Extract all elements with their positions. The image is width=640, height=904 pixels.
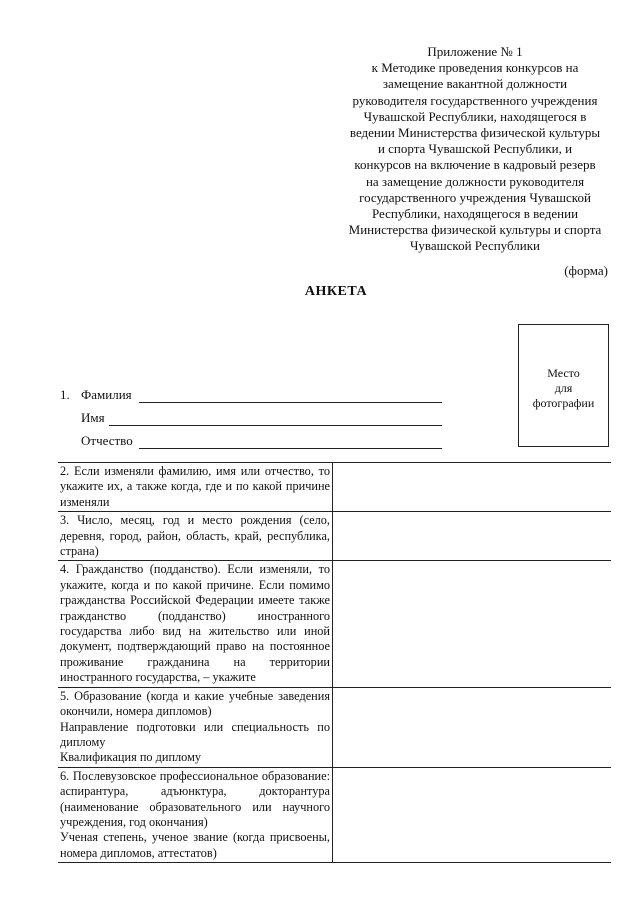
appendix-line: конкурсов на включение в кадровый резерв bbox=[354, 157, 596, 173]
appendix-line: к Методике проведения конкурсов на bbox=[371, 60, 579, 76]
photo-placeholder bbox=[518, 324, 609, 447]
appendix-line: Приложение № 1 bbox=[427, 44, 523, 59]
form-label: (форма) bbox=[564, 263, 608, 278]
patronymic-label: Отчество bbox=[81, 433, 133, 448]
question-text: 2. Если изменяли фамилию, имя или отчество, то укажите их, а также когда, где и по какой причине изменяли bbox=[60, 464, 330, 509]
patronymic-field[interactable] bbox=[139, 447, 442, 449]
question-text: 4. Гражданство (подданство). Если изменяли, то укажите, когда и по какой причине. Если помимо гражданства Российской Федерации имеете также гражданство (подданство) иностранного государства либо вид на жительство или иной документ, подтверждающий право на постоянное проживание гражданина на территории иностранного государства, – укажите bbox=[60, 562, 330, 685]
photo-label-line: для bbox=[554, 381, 573, 395]
appendix-line: государственного учреждения Чувашской bbox=[359, 189, 591, 205]
question-cell bbox=[58, 463, 333, 511]
question-text: 6. Послевузовское профессиональное образование: аспирантура, адъюнктура, докторантура (наименование образовательного или научного учреждения, год окончания) bbox=[60, 768, 330, 829]
page-title: АНКЕТА bbox=[304, 284, 368, 299]
appendix-line: и спорта Чувашской Республики, и bbox=[377, 141, 573, 157]
table-row bbox=[58, 688, 611, 768]
appendix-line: Республики, находящегося в ведении bbox=[371, 206, 579, 222]
question-cell bbox=[58, 768, 333, 862]
questionnaire-table bbox=[58, 462, 611, 863]
item-number: 1. bbox=[60, 387, 70, 402]
appendix-line: руководителя государственного учреждения bbox=[352, 92, 598, 108]
name-label: Имя bbox=[81, 410, 105, 425]
question-cell bbox=[58, 688, 333, 767]
table-row bbox=[58, 768, 611, 863]
surname-field[interactable] bbox=[139, 401, 442, 403]
appendix-header bbox=[330, 44, 620, 255]
appendix-line: Министерства физической культуры и спорта bbox=[348, 222, 602, 238]
table-row bbox=[58, 512, 611, 561]
appendix-line: ведении Министерства физической культуры bbox=[349, 125, 601, 141]
question-text: 3. Число, месяц, год и место рождения (село, деревня, город, район, область, край, республика, страна) bbox=[60, 513, 330, 559]
photo-label-line: Место bbox=[547, 366, 580, 380]
table-row bbox=[58, 463, 611, 512]
question-cell bbox=[58, 561, 333, 686]
photo-label-line: фотографии bbox=[532, 396, 595, 410]
table-row bbox=[58, 561, 611, 687]
question-text: Ученая степень, ученое звание (когда присвоены, номера дипломов, аттестатов) bbox=[60, 830, 330, 860]
question-text: Направление подготовки или специальность по диплому bbox=[60, 719, 330, 749]
appendix-line: замещение вакантной должности bbox=[382, 76, 568, 92]
surname-label: Фамилия bbox=[81, 387, 132, 402]
appendix-line: Чувашской Республики bbox=[409, 238, 541, 254]
question-cell bbox=[58, 512, 333, 560]
name-field[interactable] bbox=[109, 424, 442, 426]
question-text: Квалификация по диплому bbox=[60, 750, 202, 765]
appendix-line: Чувашской Республики, находящегося в bbox=[363, 108, 587, 124]
appendix-line: на замещение должности руководителя bbox=[365, 173, 585, 189]
question-text: 5. Образование (когда и какие учебные заведения окончили, номера дипломов) bbox=[60, 688, 330, 719]
